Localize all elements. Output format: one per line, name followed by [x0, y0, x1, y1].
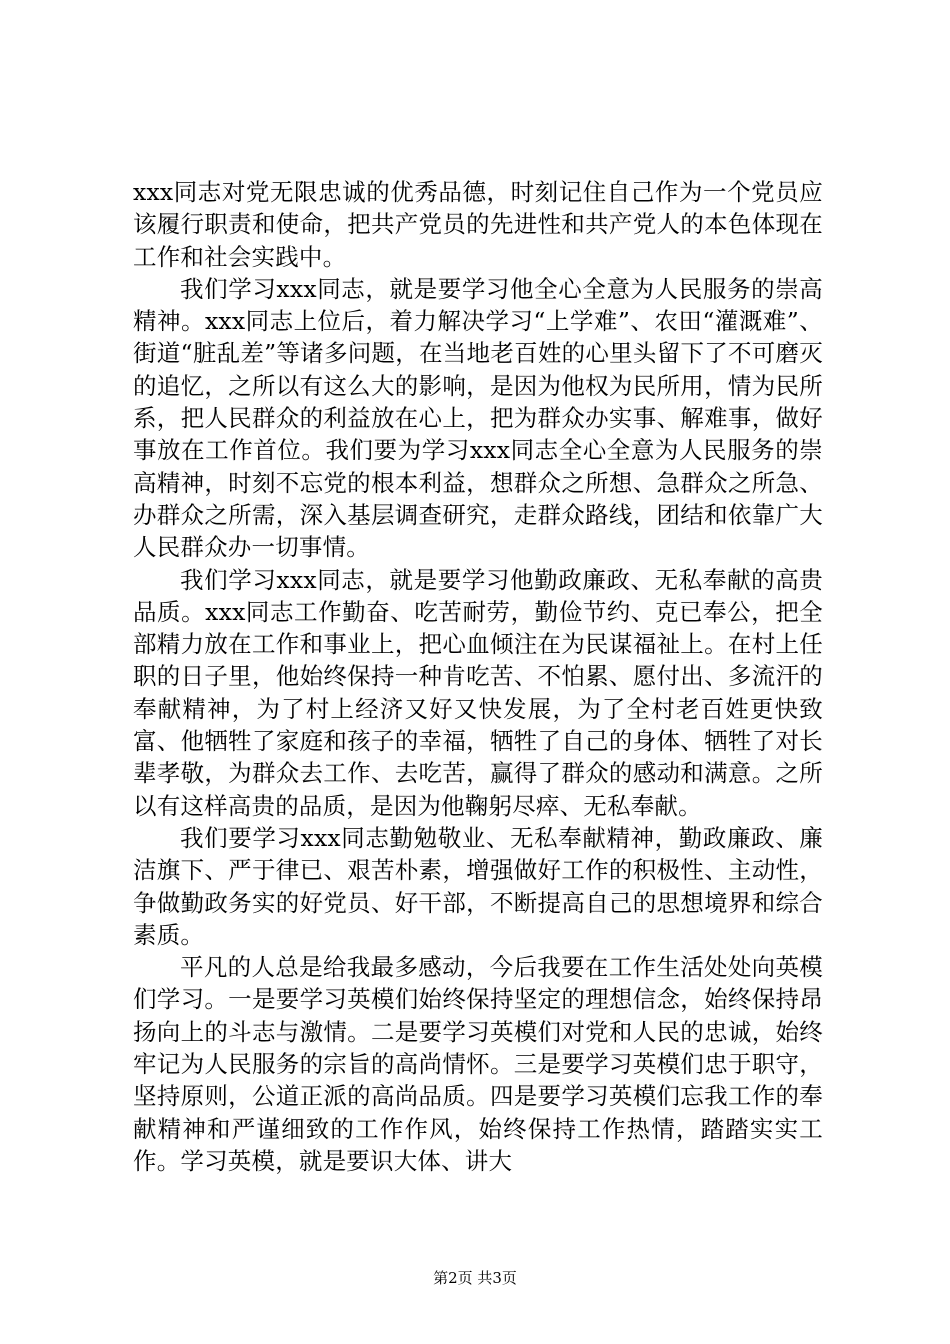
paragraph-4: 我们要学习xxx同志勤勉敬业、无私奉献精神，勤政廉政、廉洁旗下、严于律已、艰苦朴素，增强做好工作的积极性、主动性，争做勤政务实的好党员、好干部，不断提高自己的思想境界和综合素质。 — [133, 823, 823, 949]
paragraph-3: 我们学习xxx同志，就是要学习他勤政廉政、无私奉献的高贵品质。xxx同志工作勤奋、吃苦耐劳，勤俭节约、克已奉公，把全部精力放在工作和事业上，把心血倾注在为民谋福祉上。在村上任职的日子里，他始终保持一种肯吃苦、不怕累、愿付出、多流汗的奉献精神，为了村上经济又好又快发展，为了全村老百姓更快致富、他牺牲了家庭和孩子的幸福，牺牲了自己的身体、牺牲了对长辈孝敬，为群众去工作、去吃苦，赢得了群众的感动和满意。之所以有这样高贵的品质，是因为他鞠躬尽瘁、无私奉献。 — [133, 565, 823, 820]
paragraph-2: 我们学习xxx同志，就是要学习他全心全意为人民服务的崇高精神。xxx同志上位后，着力解决学习“上学难”、农田“灌溉难”、街道“脏乱差”等诸多问题，在当地老百姓的心里头留下了不可磨灭的追忆，之所以有这么大的影响，是因为他权为民所用，情为民所系，把人民群众的利益放在心上，把为群众办实事、解难事，做好事放在工作首位。我们要为学习xxx同志全心全意为人民服务的崇高精神，时刻不忘党的根本利益，想群众之所想、急群众之所急、办群众之所需，深入基层调查研究，走群众路线，团结和依靠广大人民群众办一切事情。 — [133, 274, 823, 562]
paragraph-5: 平凡的人总是给我最多感动，今后我要在工作生活处处向英模们学习。一是要学习英模们始终保持坚定的理想信念，始终保持昂扬向上的斗志与激情。二是要学习英模们对党和人民的忠诚，始终牢记为人民服务的宗旨的高尚情怀。三是要学习英模们忠于职守，坚持原则，公道正派的高尚品质。四是要学习英模们忘我工作的奉献精神和严谨细致的工作作风，始终保持工作热情，踏踏实实工作。学习英模，就是要识大体、讲大 — [133, 953, 823, 1175]
document-body — [133, 176, 823, 1177]
paragraph-1: xxx同志对党无限忠诚的优秀品德，时刻记住自己作为一个党员应该履行职责和使命，把共产党员的先进性和共产党人的本色体现在工作和社会实践中。 — [133, 178, 823, 271]
page-footer: 第2页 共3页 — [433, 1269, 517, 1287]
